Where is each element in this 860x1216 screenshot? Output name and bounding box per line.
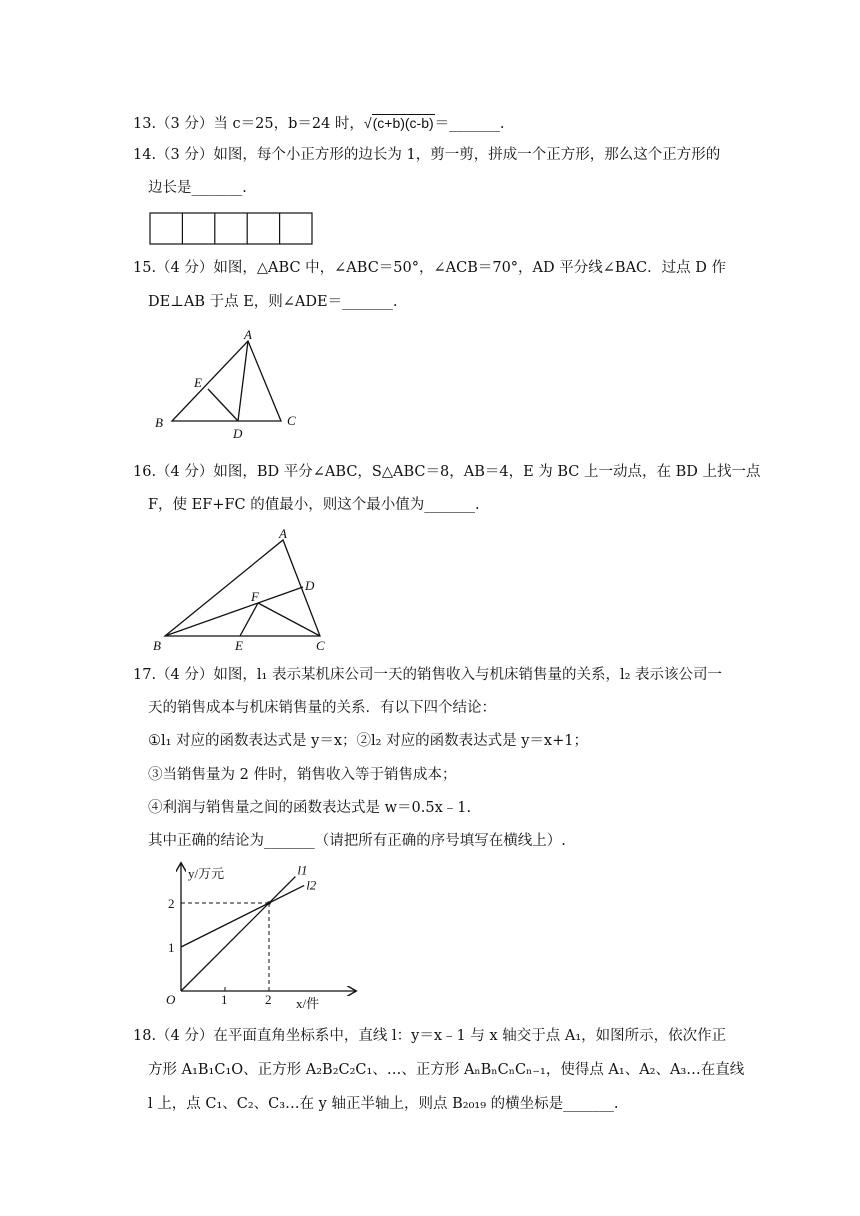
label-e: E <box>235 638 243 653</box>
triangle-abc <box>165 540 320 636</box>
q17-line4: ③当销售量为 2 件时，销售收入等于销售成本； <box>148 767 457 783</box>
q16-line2: F，使 EF+FC 的值最小，则这个最小值为_______. <box>148 497 480 513</box>
segment-fc <box>258 603 320 636</box>
q18-line2: 方形 A₁B₁C₁O、正方形 A₂B₂C₂C₁、…、正方形 AₙBₙCₙCₙ₋₁，使得点 A₁、A₂、A₃…在直线 <box>148 1062 745 1078</box>
segment-ad <box>238 341 248 421</box>
label-d: D <box>305 578 315 593</box>
label-c: C <box>316 638 325 653</box>
series-line-l2 <box>181 885 304 947</box>
origin-label: O <box>166 992 176 1007</box>
triangle-bd-figure <box>150 526 340 656</box>
triangle-abc-figure <box>150 326 310 442</box>
q17-line3: ①l₁ 对应的函数表达式是 y＝x；②l₂ 对应的函数表达式是 y＝x+1； <box>148 733 588 749</box>
q18-line1: 18.（4 分）在平面直角坐标系中，直线 l：y＝x﹣1 与 x 轴交于点 A₁，如图所示，依次作正 <box>133 1028 727 1044</box>
sqrt-expression: √(c+b)(c-b) <box>363 115 434 131</box>
segment-bd <box>165 587 303 636</box>
label-a: A <box>279 526 287 541</box>
q15-line1: 15.（4 分）如图，△ABC 中，∠ABC＝50°，∠ACB＝70°，AD 平分线∠BAC．过点 D 作 <box>133 260 726 276</box>
sales-line-chart <box>150 858 350 1010</box>
q13-suffix: ＝_______. <box>434 116 505 132</box>
intersection-point <box>267 901 271 905</box>
x-tick-label-1: 1 <box>221 992 228 1007</box>
series-line-l1 <box>181 877 295 991</box>
label-b: B <box>153 638 161 653</box>
q14-line2: 边长是_______. <box>148 180 247 196</box>
x-tick-label-2: 2 <box>265 992 272 1007</box>
q17-line5: ④利润与销售量之间的函数表达式是 w＝0.5x﹣1. <box>148 800 472 816</box>
label-e: E <box>194 375 202 390</box>
label-d: D <box>233 426 243 441</box>
y-tick-label-2: 2 <box>168 896 175 911</box>
q18-line3: l 上，点 C₁、C₂、C₃…在 y 轴正半轴上，则点 B₂₀₁₉ 的横坐标是_______. <box>148 1096 619 1112</box>
segment-de <box>208 389 238 421</box>
y-tick-label-1: 1 <box>168 940 175 955</box>
question-13 <box>133 113 505 134</box>
q17-line6: 其中正确的结论为_______（请把所有正确的序号填写在横线上）. <box>148 833 566 849</box>
label-f: F <box>251 589 259 604</box>
q16-line1: 16.（4 分）如图，BD 平分∠ABC，S△ABC＝8，AB＝4，E 为 BC 上一动点，在 BD 上找一点 <box>133 464 761 480</box>
series-label-l1: l1 <box>297 862 308 878</box>
x-axis-label: x/件 <box>296 996 320 1011</box>
q17-line1: 17.（4 分）如图，l₁ 表示某机床公司一天的销售收入与机床销售量的关系，l₂ 表示该公司一 <box>133 667 723 683</box>
label-b: B <box>155 415 163 430</box>
label-c: C <box>287 413 296 428</box>
q14-line1: 14.（3 分）如图，每个小正方形的边长为 1，剪一剪，拼成一个正方形，那么这个正方形的 <box>133 147 721 163</box>
five-squares-figure <box>149 212 315 246</box>
label-a: A <box>244 327 252 342</box>
q15-line2: DE⊥AB 于点 E，则∠ADE＝_______. <box>148 294 398 310</box>
sqrt-radicand: (c+b)(c-b) <box>372 115 434 131</box>
y-axis-label: y/万元 <box>188 866 225 881</box>
q13-prefix: 13.（3 分）当 c＝25，b＝24 时， <box>133 116 364 132</box>
series-label-l2: l2 <box>306 877 317 893</box>
q17-line2: 天的销售成本与机床销售量的关系．有以下四个结论： <box>148 700 496 716</box>
